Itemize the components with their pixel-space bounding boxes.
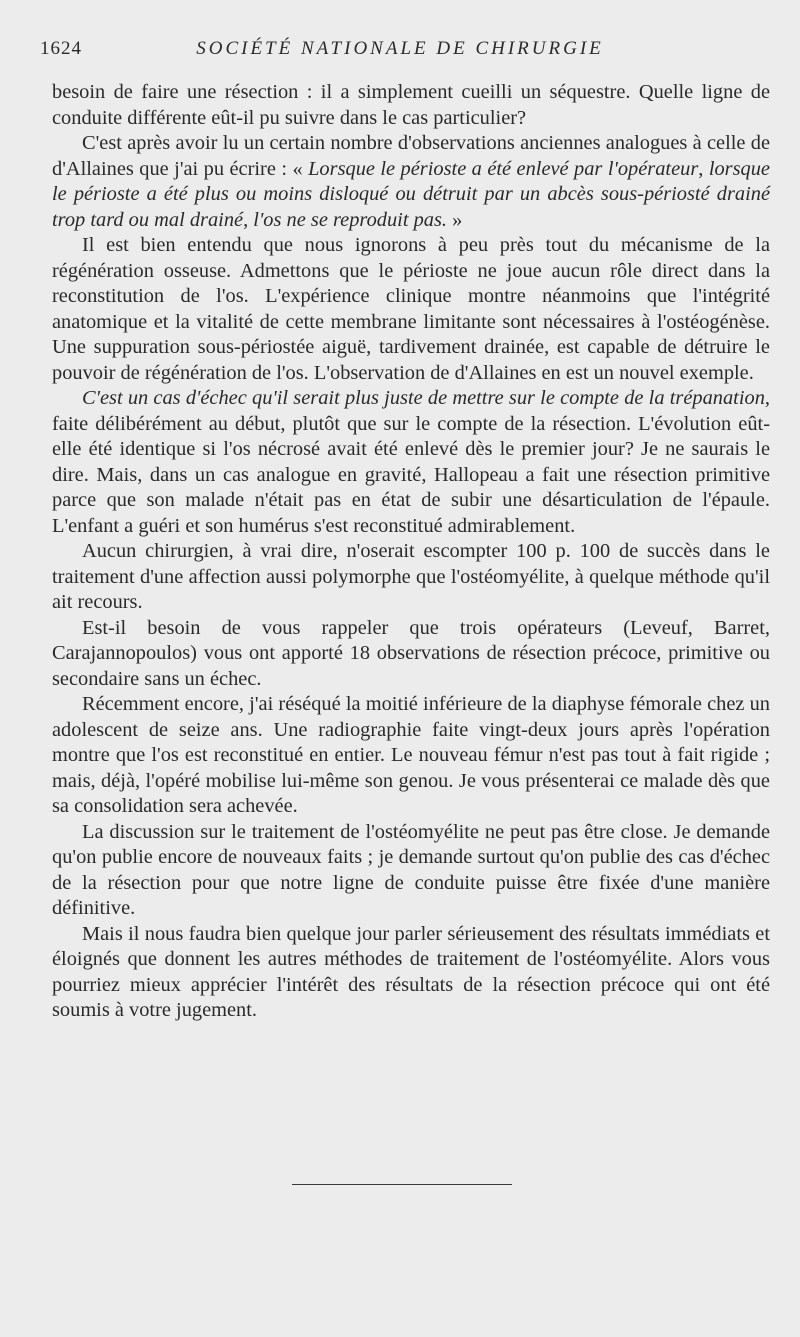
italic-text: C'est un cas d'échec qu'il serait plus juste de mettre sur le compte de la trépanation <box>82 387 765 409</box>
running-title: SOCIÉTÉ NATIONALE DE CHIRURGIE <box>196 38 604 59</box>
paragraph <box>52 386 770 539</box>
paragraph <box>52 131 770 233</box>
paragraph <box>52 233 770 386</box>
text-run: Récemment encore, j'ai réséqué la moitié inférieure de la diaphyse fémorale chez un adolescent de seize ans. Une radiographie faite vingt-deux jours après l'opération montre que l'os est reconstitué en entier. Le nouveau fémur n'est pas tout à fait rigide ; mais, déjà, l'opéré mobilise lui-même son genou. Je vous présenterai ce malade dès que sa consolidation sera achevée. <box>52 693 770 817</box>
page-number: 1624 <box>40 38 82 59</box>
italic-text: lorsque le périoste a été plus ou moins disloqué ou détruit par un abcès sous-périosté drainé trop tard ou mal drainé <box>52 157 770 231</box>
text-run: Aucun chirurgien, à vrai dire, n'oserait escompter 100 p. 100 de succès dans le traitement d'une affection aussi polymorphe que l'ostéomyélite, à quelque méthode qu'il ait recours. <box>52 540 770 613</box>
italic-text: l'os ne se reproduit pas. <box>253 208 448 231</box>
page-header <box>40 38 760 66</box>
body-text <box>52 80 770 1024</box>
text-run: C'est après avoir lu un certain nombre d'observations anciennes analogues à celle de d'Allaines que j'ai pu écrire : « <box>52 132 770 180</box>
text-run: besoin de faire une résection : il a simplement cueilli un séquestre. Quelle ligne de conduite différente eût-il pu suivre dans le cas particulier? <box>52 81 770 129</box>
text-run: » <box>447 208 463 231</box>
text-run: La discussion sur le traitement de l'ostéomyélite ne peut pas être close. Je demande qu'on publie encore de nouveaux faits ; je demande surtout qu'on publie des cas d'échec de la résection pour que notre ligne de conduite puisse être fixée d'une manière définitive. <box>52 820 770 919</box>
text-run: Mais il nous faudra bien quelque jour parler sérieusement des résultats immédiats et éloignés que donnent les autres méthodes de traitement de l'ostéomyélite. Alors vous pourriez mieux apprécier l'intérêt des résultats de la résection précoce qui ont été soumis à votre jugement. <box>52 922 770 1021</box>
text-run: Est-il besoin de vous rappeler que trois opérateurs (Leveuf, Barret, Carajannopoulos) vous ont apporté 18 observations de résection précoce, primitive ou secondaire sans un échec. <box>52 616 770 690</box>
italic-text: Lorsque le périoste a été enlevé par l'opérateur <box>308 157 699 180</box>
text-run: , <box>698 157 709 180</box>
paragraph <box>52 80 770 131</box>
end-rule <box>292 1184 512 1185</box>
paragraph <box>52 922 770 1024</box>
paragraph <box>52 692 770 820</box>
paragraph <box>52 539 770 616</box>
paragraph <box>52 616 770 693</box>
paragraph <box>52 820 770 922</box>
text-run: , <box>243 208 254 231</box>
text-run: Il est bien entendu que nous ignorons à peu près tout du mécanisme de la régénération osseuse. Admettons que le périoste ne joue aucun rôle direct dans la reconstitution de l'os. L'expérience clinique montre néanmoins que l'intégrité anatomique et la vitalité de cette membrane limitante sont nécessaires à l'ostéogénèse. Une suppuration sous-périostée aiguë, tardivement drainée, est capable de détruire le pouvoir de régénération de l'os. L'observation de d'Allaines en est un nouvel exemple. <box>52 234 770 384</box>
text-run: , faite délibérément au début, plutôt que sur le compte de la résection. L'évolution eût-elle été identique si l'os nécrosé avait été enlevé dès le premier jour? Je ne saurais le dire. Mais, dans un cas analogue en gravité, Hallopeau a fait une résection primitive parce que son malade n'était pas en état de subir une désarticulation de l'épaule. L'enfant a guéri et son humérus s'est reconstitué admirablement. <box>52 387 770 537</box>
